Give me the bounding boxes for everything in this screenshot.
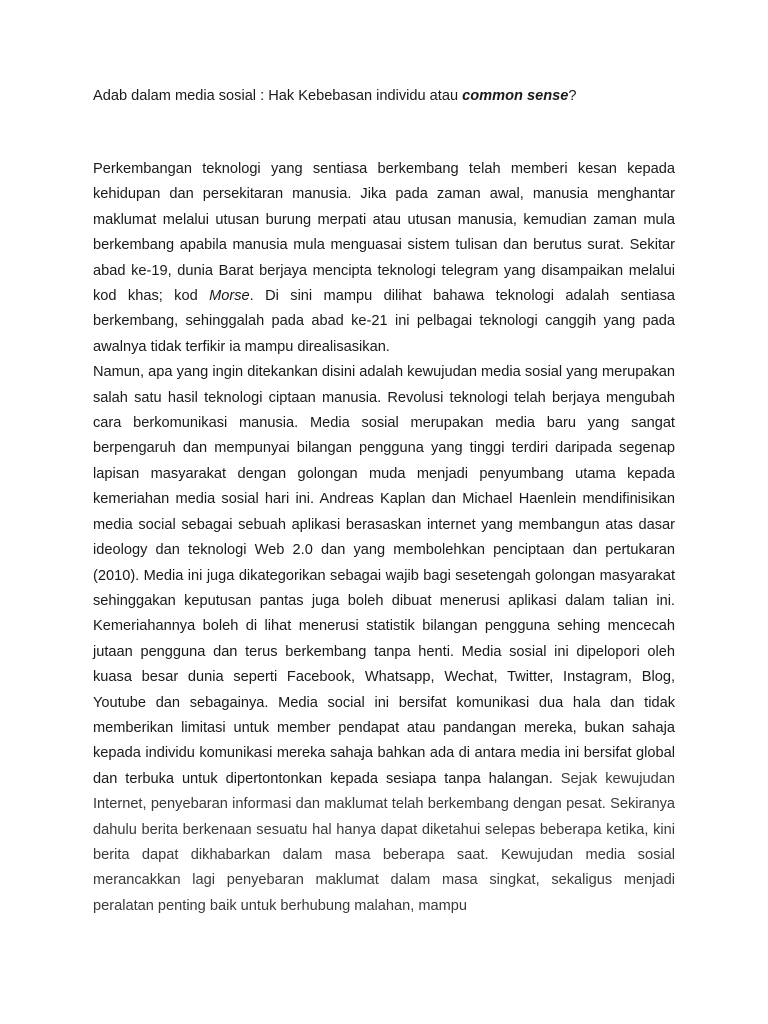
title-prefix: Adab dalam media sosial : Hak Kebebasan individu atau	[93, 88, 463, 104]
document-body	[93, 157, 675, 919]
paragraph-1-text-a: Perkembangan teknologi yang sentiasa berkembang telah memberi kesan kepada kehidupan dan persekitaran manusia. Jika pada zaman awal, manusia menghantar maklumat melalui utusan burung merpati atau utusan manusia, kemudian zaman mula berkembang apabila manusia mula menguasai sistem tulisan dan berutus surat. Sekitar abad ke-19, dunia Barat berjaya mencipta teknologi telegram yang disampaikan melalui kod khas; kod	[93, 161, 675, 305]
paragraph-1-text-b: . Di sini mampu dilihat bahawa teknologi adalah sentiasa berkembang, sehinggalah pada abad ke-21 ini pelbagai teknologi canggih yang pada awalnya tidak terfikir ia mampu direalisasikan.	[93, 288, 675, 355]
title-suffix: ?	[568, 88, 577, 104]
paragraph-1-italic: Morse	[209, 288, 250, 305]
paragraph-2-text-continued: Sejak kewujudan Internet, penyebaran informasi dan maklumat telah berkembang dengan pesat. Sekiranya dahulu berita berkenaan sesuatu hal hanya dapat diketahui selepas beberapa ketika, kini berita dapat dikhabarkan dalam masa beberapa saat. Kewujudan media sosial merancakkan lagi penyebaran maklumat dalam masa singkat, sekaligus menjadi peralatan penting baik untuk berhubung malahan, mampu	[93, 770, 676, 914]
paragraph-2	[93, 360, 675, 919]
title-emphasis: common sense	[462, 88, 569, 104]
document-title	[93, 86, 675, 106]
paragraph-2-text-main: Namun, apa yang ingin ditekankan disini adalah kewujudan media sosial yang merupakan salah satu hasil teknologi ciptaan manusia. Revolusi teknologi telah berjaya mengubah cara berkomunikasi manusia. Media sosial merupakan media baru yang sangat berpengaruh dan mempunyai bilangan pengguna yang tinggi terdiri daripada segenap lapisan masyarakat dengan golongan muda menjadi penyumbang utama kepada kemeriahan media sosial hari ini. Andreas Kaplan dan Michael Haenlein mendifinisikan media social sebagai sebuah aplikasi berasaskan internet yang membangun atas dasar ideology dan teknologi Web 2.0 dan yang membolehkan penciptaan dan pertukaran (2010). Media ini juga dikategorikan sebagai wajib bagi sesetengah golongan masyarakat sehinggakan keputusan pantas juga boleh dibuat menerusi aplikasi dalam talian ini. Kemeriahannya boleh di lihat menerusi statistik bilangan pengguna sehing mencecah jutaan pengguna dan terus berkembang tanpa henti. Media sosial ini dipelopori oleh kuasa besar dunia seperti Facebook, Whatsapp, Wechat, Twitter, Instagram, Blog, Youtube dan sebagainya. Media social ini bersifat komunikasi dua hala dan tidak memberikan limitasi untuk member pendapat atau pandangan mereka, bukan sahaja kepada individu komunikasi mereka sahaja bahkan ada di antara media ini bersifat global dan terbuka untuk dipertontonkan kepada sesiapa tanpa halangan.	[93, 364, 675, 787]
paragraph-1	[93, 157, 675, 360]
